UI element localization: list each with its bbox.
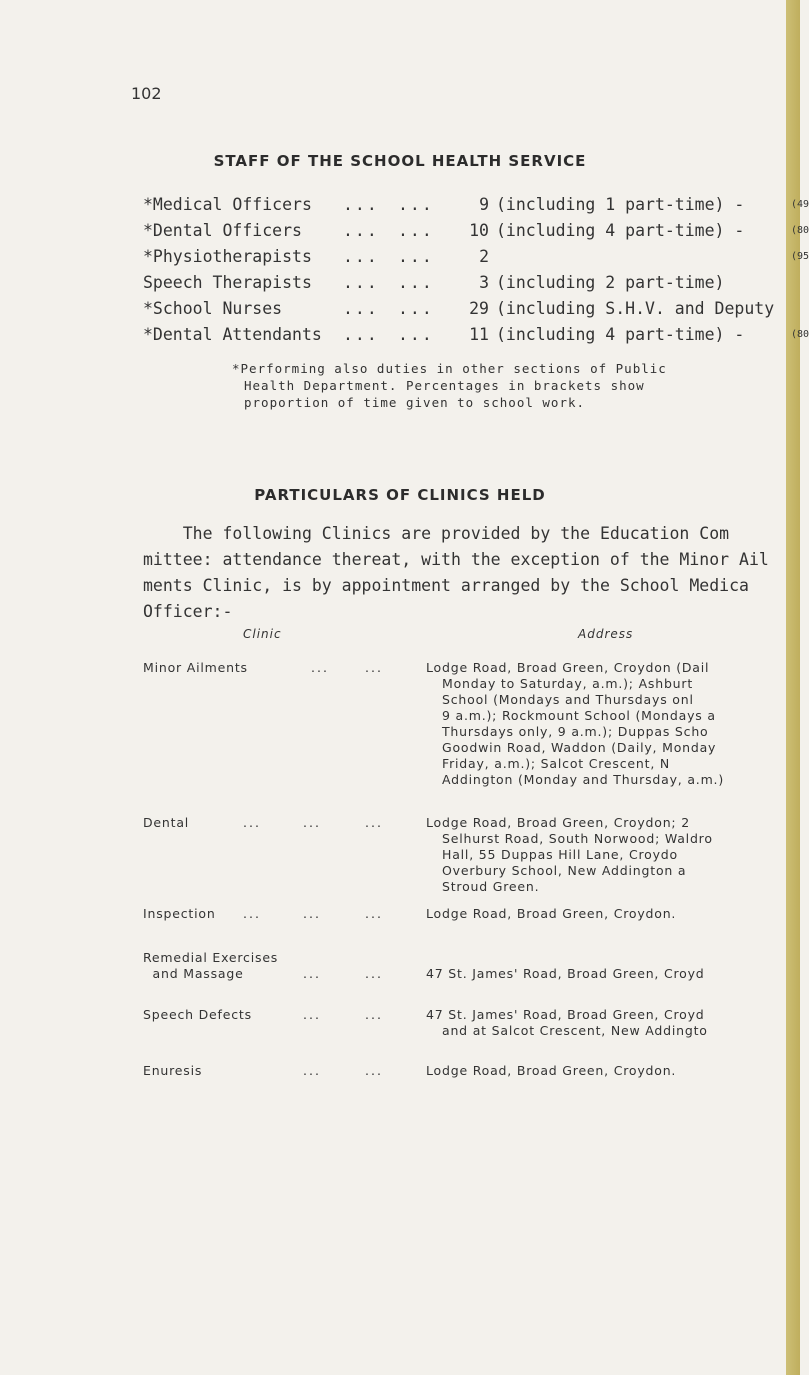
clinics-heading: PARTICULARS OF CLINICS HELD xyxy=(254,486,546,504)
address-line: Thursdays only, 9 a.m.); Duppas Scho xyxy=(442,724,709,739)
staff-percentage: (49 xyxy=(791,199,809,210)
intro-line: mittee: attendance thereat, with the exception of the Minor Ail xyxy=(143,550,769,569)
clinic-name-line: Dental xyxy=(143,815,190,830)
leader-dots: ... xyxy=(398,195,434,214)
intro-line: ments Clinic, is by appointment arranged by the School Medica xyxy=(143,576,749,595)
staff-count: 9 xyxy=(479,195,489,214)
leader-dots: ... xyxy=(303,966,321,981)
clinic-address xyxy=(426,906,786,922)
intro-line: The following Clinics are provided by the Education Com xyxy=(143,524,730,543)
leader-dots: ... xyxy=(343,325,379,344)
clinic-address xyxy=(426,1063,786,1079)
address-line: Lodge Road, Broad Green, Croydon (Dail xyxy=(426,660,710,675)
address-line: 47 St. James' Road, Broad Green, Croyd xyxy=(426,1007,705,1022)
clinic-address xyxy=(426,1007,786,1039)
leader-dots: ... xyxy=(398,247,434,266)
address-line: 9 a.m.); Rockmount School (Mondays a xyxy=(442,708,716,723)
leader-dots: ... xyxy=(303,1063,321,1078)
staff-percentage: (95 xyxy=(791,251,809,262)
clinic-name xyxy=(143,1007,252,1023)
leader-dots: ... xyxy=(365,966,383,981)
staff-role: *Medical Officers xyxy=(143,195,312,214)
staff-percentage: (80 xyxy=(791,329,809,340)
clinic-name-line: Enuresis xyxy=(143,1063,203,1078)
staff-count: 11 xyxy=(469,325,489,344)
staff-count: 2 xyxy=(479,247,489,266)
staff-heading: STAFF OF THE SCHOOL HEALTH SERVICE xyxy=(213,152,587,170)
leader-dots: ... xyxy=(398,221,434,240)
leader-dots: ... xyxy=(343,273,379,292)
clinic-address xyxy=(426,660,786,788)
address-line: and at Salcot Crescent, New Addingto xyxy=(442,1023,708,1038)
staff-detail: (including 1 part-time) - xyxy=(496,195,745,214)
address-line: Lodge Road, Broad Green, Croydon; 2 xyxy=(426,815,690,830)
clinic-name xyxy=(143,1063,202,1079)
leader-dots: ... xyxy=(398,325,434,344)
clinic-name-line: Speech Defects xyxy=(143,1007,252,1022)
clinic-name-line: Minor Ailments xyxy=(143,660,248,675)
address-line: Goodwin Road, Waddon (Daily, Monday xyxy=(442,740,717,755)
address-line: 47 St. James' Road, Broad Green, Croyd xyxy=(426,966,705,981)
address-line: Lodge Road, Broad Green, Croydon. xyxy=(426,1063,677,1078)
footnote-line: Health Department. Percentages in brackets show xyxy=(244,378,645,393)
column-header-clinic: Clinic xyxy=(243,627,282,641)
staff-role: *Dental Attendants xyxy=(143,325,322,344)
clinic-name-line: and Massage xyxy=(143,966,244,981)
staff-detail: (including 4 part-time) - xyxy=(496,325,745,344)
address-line: Addington (Monday and Thursday, a.m.) xyxy=(442,772,724,787)
footnote-line: proportion of time given to school work. xyxy=(244,395,586,410)
leader-dots: ... xyxy=(365,1063,383,1078)
staff-count: 3 xyxy=(479,273,489,292)
clinic-name xyxy=(143,950,278,982)
clinic-name xyxy=(143,815,189,831)
clinics-intro xyxy=(143,521,783,625)
address-line: Selhurst Road, South Norwood; Waldro xyxy=(442,831,713,846)
footnote-line: *Performing also duties in other sections of Public xyxy=(232,361,667,376)
leader-dots: ... xyxy=(365,815,383,830)
address-line: Hall, 55 Duppas Hill Lane, Croydo xyxy=(442,847,678,862)
staff-count: 10 xyxy=(469,221,489,240)
leader-dots: ... xyxy=(398,299,434,318)
staff-detail: (including 4 part-time) - xyxy=(496,221,745,240)
staff-role: *School Nurses xyxy=(143,299,283,318)
leader-dots: ... xyxy=(303,1007,321,1022)
leader-dots: ... xyxy=(343,221,379,240)
clinic-address xyxy=(426,966,786,982)
leader-dots: ... xyxy=(343,247,379,266)
leader-dots: ... xyxy=(343,299,379,318)
column-header-address: Address xyxy=(578,627,634,641)
leader-dots: ... xyxy=(311,660,329,675)
staff-detail: (including 2 part-time) xyxy=(496,273,725,292)
leader-dots: ... xyxy=(365,1007,383,1022)
address-line: Overbury School, New Addington a xyxy=(442,863,687,878)
staff-role: Speech Therapists xyxy=(143,273,312,292)
leader-dots: ... xyxy=(303,906,321,921)
address-line: Stroud Green. xyxy=(442,879,540,894)
leader-dots: ... xyxy=(243,815,261,830)
leader-dots: ... xyxy=(243,906,261,921)
leader-dots: ... xyxy=(303,815,321,830)
intro-line: Officer:- xyxy=(143,602,233,621)
address-line: Monday to Saturday, a.m.); Ashburt xyxy=(442,676,694,691)
staff-role: *Dental Officers xyxy=(143,221,302,240)
clinic-name xyxy=(143,906,216,922)
page-number: 102 xyxy=(131,84,162,103)
leader-dots: ... xyxy=(398,273,434,292)
leader-dots: ... xyxy=(365,906,383,921)
staff-detail: (including S.H.V. and Deputy xyxy=(496,299,775,318)
address-line: Lodge Road, Broad Green, Croydon. xyxy=(426,906,677,921)
staff-percentage: (80 xyxy=(791,225,809,236)
clinic-name xyxy=(143,660,248,676)
leader-dots: ... xyxy=(365,660,383,675)
clinic-address xyxy=(426,815,786,895)
staff-footnote xyxy=(232,360,752,411)
staff-count: 29 xyxy=(469,299,489,318)
staff-role: *Physiotherapists xyxy=(143,247,312,266)
leader-dots: ... xyxy=(343,195,379,214)
address-line: School (Mondays and Thursdays onl xyxy=(442,692,694,707)
address-line: Friday, a.m.); Salcot Crescent, N xyxy=(442,756,671,771)
clinic-name-line: Inspection xyxy=(143,906,216,921)
clinic-name-line: Remedial Exercises xyxy=(143,950,279,965)
